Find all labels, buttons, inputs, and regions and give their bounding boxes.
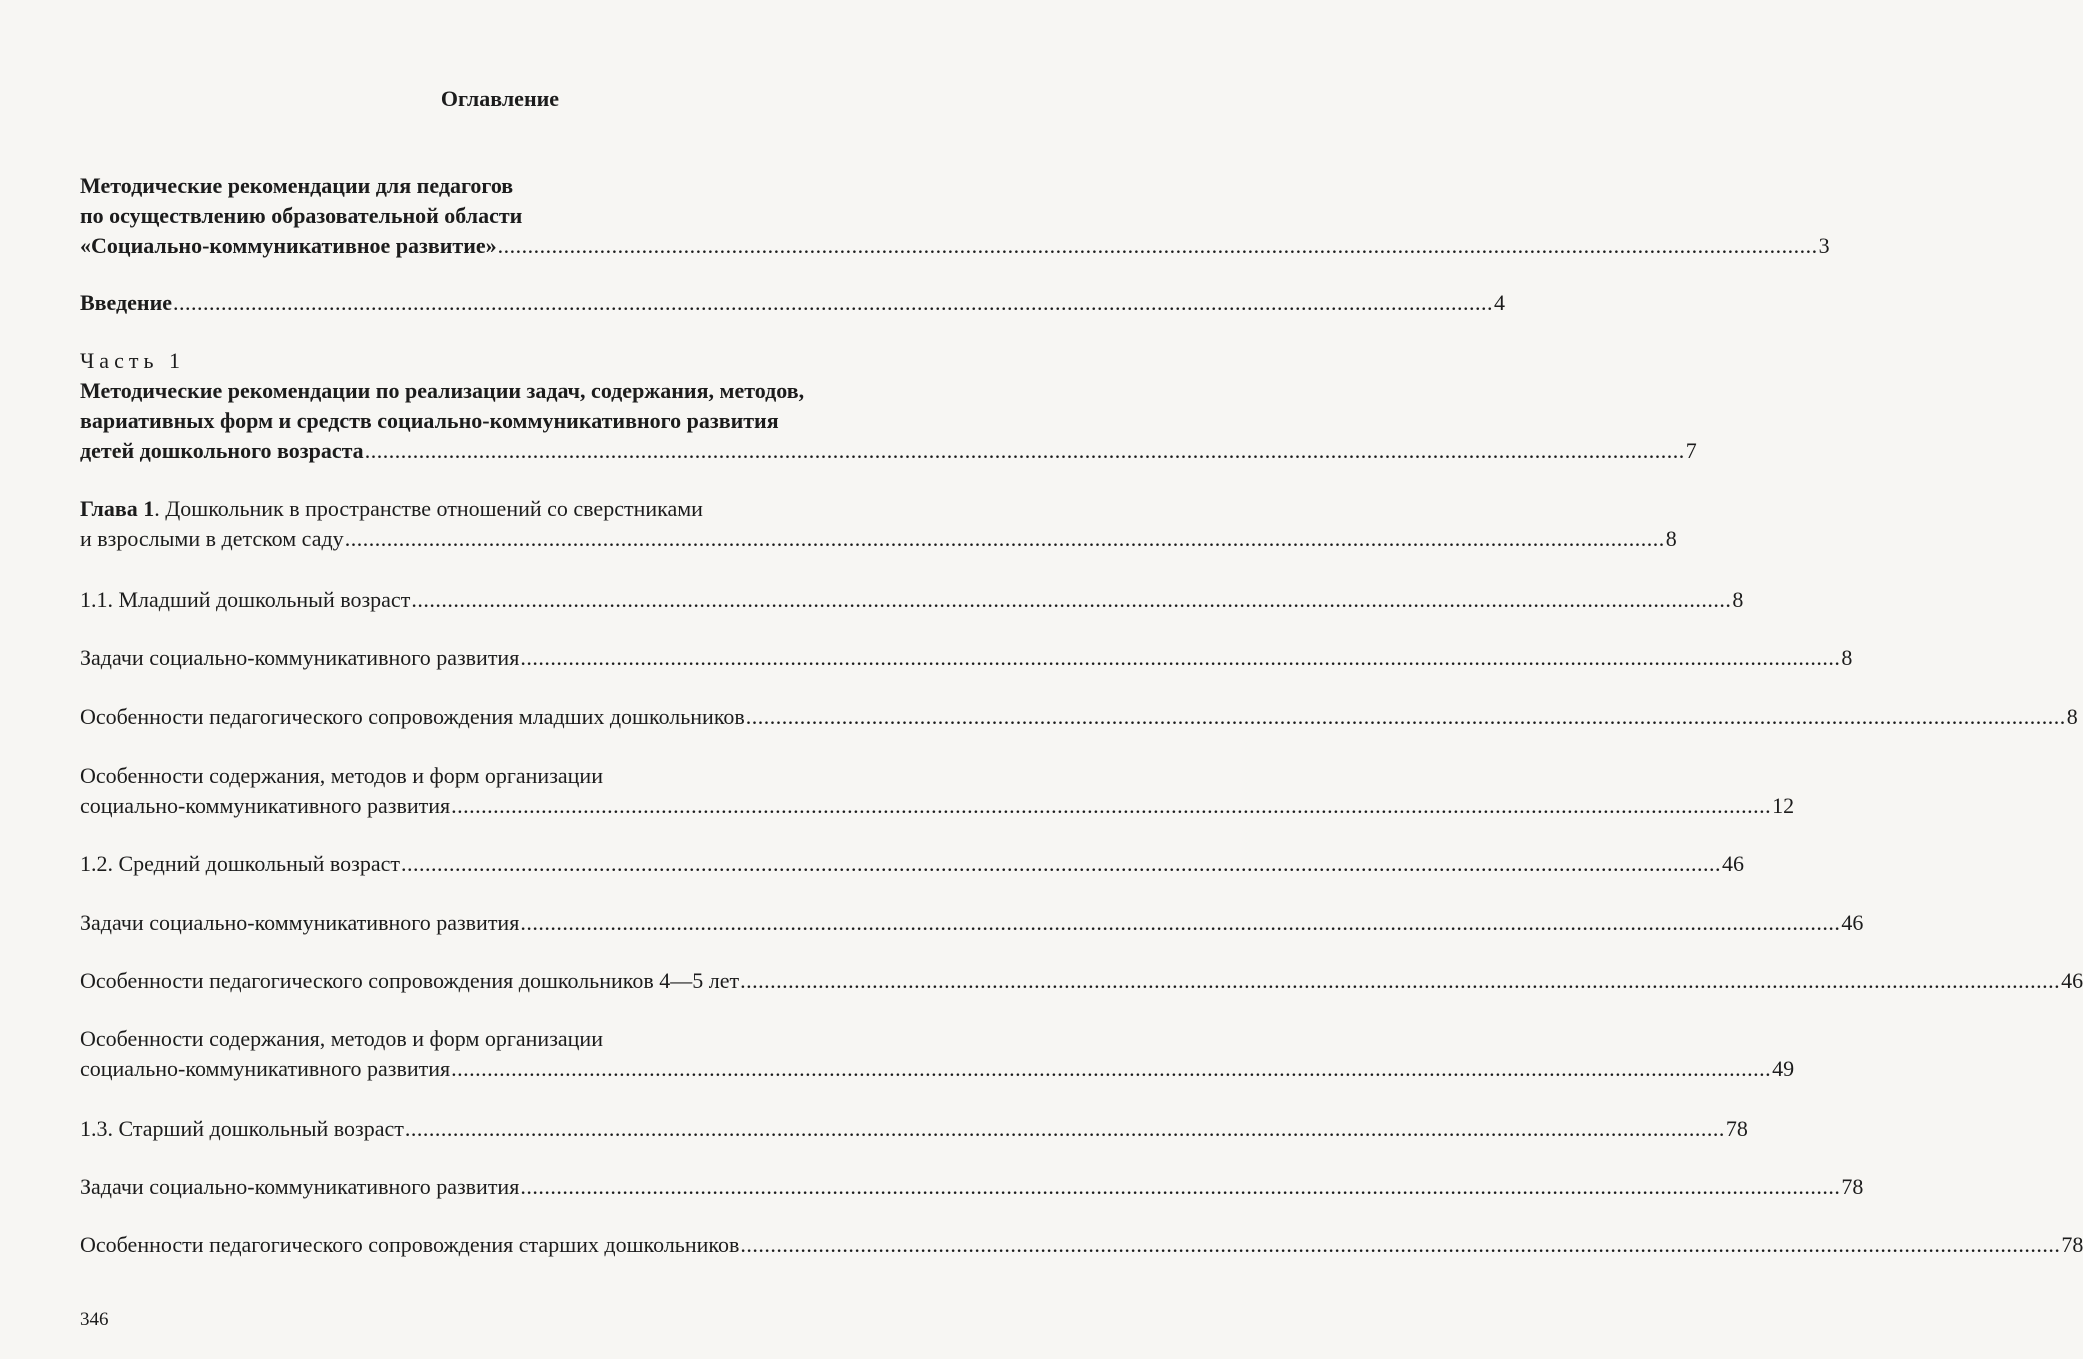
toc-page-number: 12 [1772,793,1795,818]
toc-entry-title: Особенности педагогического сопровождения младших дошкольников [80,704,745,729]
dot-leader: ............................................................................................................................................................................................................................ [745,704,2066,729]
toc-page-number: 46 [2061,968,2083,993]
dot-leader: ............................................................................................................................................................................................................................ [344,526,1665,551]
toc-entry-section-1-2[interactable] [80,849,1744,879]
toc-entry-content-junior[interactable] [80,761,1795,821]
toc-entry-title: «Социально-коммуникативное развитие» [80,233,497,258]
toc-entry-line [80,494,946,524]
toc-leader-line [80,524,1677,554]
toc-leader-line [80,1172,1864,1202]
toc-entry-line: Особенности содержания, методов и форм организации [80,763,603,788]
toc-entry-title: Задачи социально-коммуникативного развития [80,910,520,935]
toc-entry-support-middle[interactable] [80,966,2083,996]
part-label: Часть 1 [80,348,185,373]
toc-page-number: 78 [1841,1174,1864,1199]
toc-entry-section-1-1[interactable] [80,585,1744,615]
toc-page-number: 7 [1685,438,1697,463]
toc-leader-line [80,585,1744,615]
toc-leader-line [80,966,2083,996]
toc-entry-title: 1.1. Младший дошкольный возраст [80,587,411,612]
toc-leader-line [80,791,1795,821]
toc-entry-tasks-middle[interactable] [80,908,1864,938]
toc-entry-title: детей дошкольного возраста [80,438,364,463]
dot-leader: ............................................................................................................................................................................................................................ [173,290,1494,315]
dot-leader: ............................................................................................................................................................................................................................ [404,1116,1725,1141]
toc-entry-title: Задачи социально-коммуникативного развития [80,1174,520,1199]
toc-entry-title: и взрослыми в детском саду [80,526,344,551]
toc-page-number: 49 [1772,1056,1795,1081]
toc-entry-chapter-1[interactable] [80,494,1677,554]
toc-leader-line [80,849,1744,879]
dot-leader: ............................................................................................................................................................................................................................ [497,233,1818,258]
page-number: 346 [80,1309,109,1330]
dot-leader: ............................................................................................................................................................................................................................ [451,793,1772,818]
toc-entry-tasks-senior[interactable] [80,1172,1864,1202]
toc-leader-line [80,643,1853,673]
toc-entry-tasks-junior[interactable] [80,643,1853,673]
toc-entry-title: Особенности педагогического сопровождения старших дошкольников [80,1232,740,1257]
dot-leader: ............................................................................................................................................................................................................................ [411,587,1732,612]
toc-leader-line [80,1054,1795,1084]
toc-entry-line: вариативных форм и средств социально-коммуникативного развития [80,408,779,433]
dot-leader: ............................................................................................................................................................................................................................ [451,1056,1772,1081]
toc-page-number: 8 [1665,526,1677,551]
toc-entry-title: 1.3. Старший дошкольный возраст [80,1116,404,1141]
toc-entry-part-1[interactable] [80,346,1697,466]
toc-leader-line [80,288,1506,318]
toc-page-number: 46 [1841,910,1864,935]
toc-leader-line [80,1230,2083,1260]
toc-entry-title: 1.2. Средний дошкольный возраст [80,851,400,876]
toc-page-number: 46 [1722,851,1744,876]
dot-leader: ............................................................................................................................................................................................................................ [364,438,1685,463]
toc-entry-methodical-recommendations[interactable] [80,171,1830,261]
dot-leader: ............................................................................................................................................................................................................................ [740,968,2061,993]
dot-leader: ............................................................................................................................................................................................................................ [520,910,1841,935]
toc-page-number: 3 [1818,233,1830,258]
dot-leader: ............................................................................................................................................................................................................................ [401,851,1721,876]
dot-leader: ............................................................................................................................................................................................................................ [520,1174,1841,1199]
toc-entry-introduction[interactable] [80,288,1506,318]
toc-entry-support-junior[interactable] [80,702,2078,732]
toc-entry-title: социально-коммуникативного развития [80,1056,451,1081]
toc-leader-line [80,702,2078,732]
toc-entry-line: по осуществлению образовательной области [80,203,523,228]
toc-entry-line: Особенности содержания, методов и форм организации [80,1026,603,1051]
toc-leader-line [80,436,1697,466]
toc-leader-line [80,1114,1748,1144]
toc-page-number: 78 [2061,1232,2083,1257]
toc-page-number: 8 [2066,704,2078,729]
toc-entry-line: Методические рекомендации для педагогов [80,173,514,198]
toc-entry-line: Методические рекомендации по реализации задач, содержания, методов, [80,378,805,403]
toc-entry-title: Введение [80,290,173,315]
toc-entry-title: социально-коммуникативного развития [80,793,451,818]
toc-entry-title: Задачи социально-коммуникативного развития [80,645,520,670]
toc-entry-section-1-3[interactable] [80,1114,1748,1144]
toc-page-number: 4 [1494,290,1506,315]
toc-entry-content-middle[interactable] [80,1024,1795,1084]
toc-page-number: 8 [1732,587,1744,612]
toc-page-number: 78 [1725,1116,1748,1141]
toc-entry-support-senior[interactable] [80,1230,2083,1260]
chapter-title: . Дошкольник в пространстве отношений со сверстниками [154,496,703,521]
dot-leader: ............................................................................................................................................................................................................................ [520,645,1841,670]
toc-leader-line [80,908,1864,938]
toc-entry-title: Особенности педагогического сопровождения дошкольников 4—5 лет [80,968,740,993]
chapter-label: Глава 1 [80,496,155,521]
toc-leader-line [80,231,1830,261]
toc-page-number: 8 [1841,645,1853,670]
page-title: Оглавление [440,86,560,111]
dot-leader: ............................................................................................................................................................................................................................ [740,1232,2061,1257]
